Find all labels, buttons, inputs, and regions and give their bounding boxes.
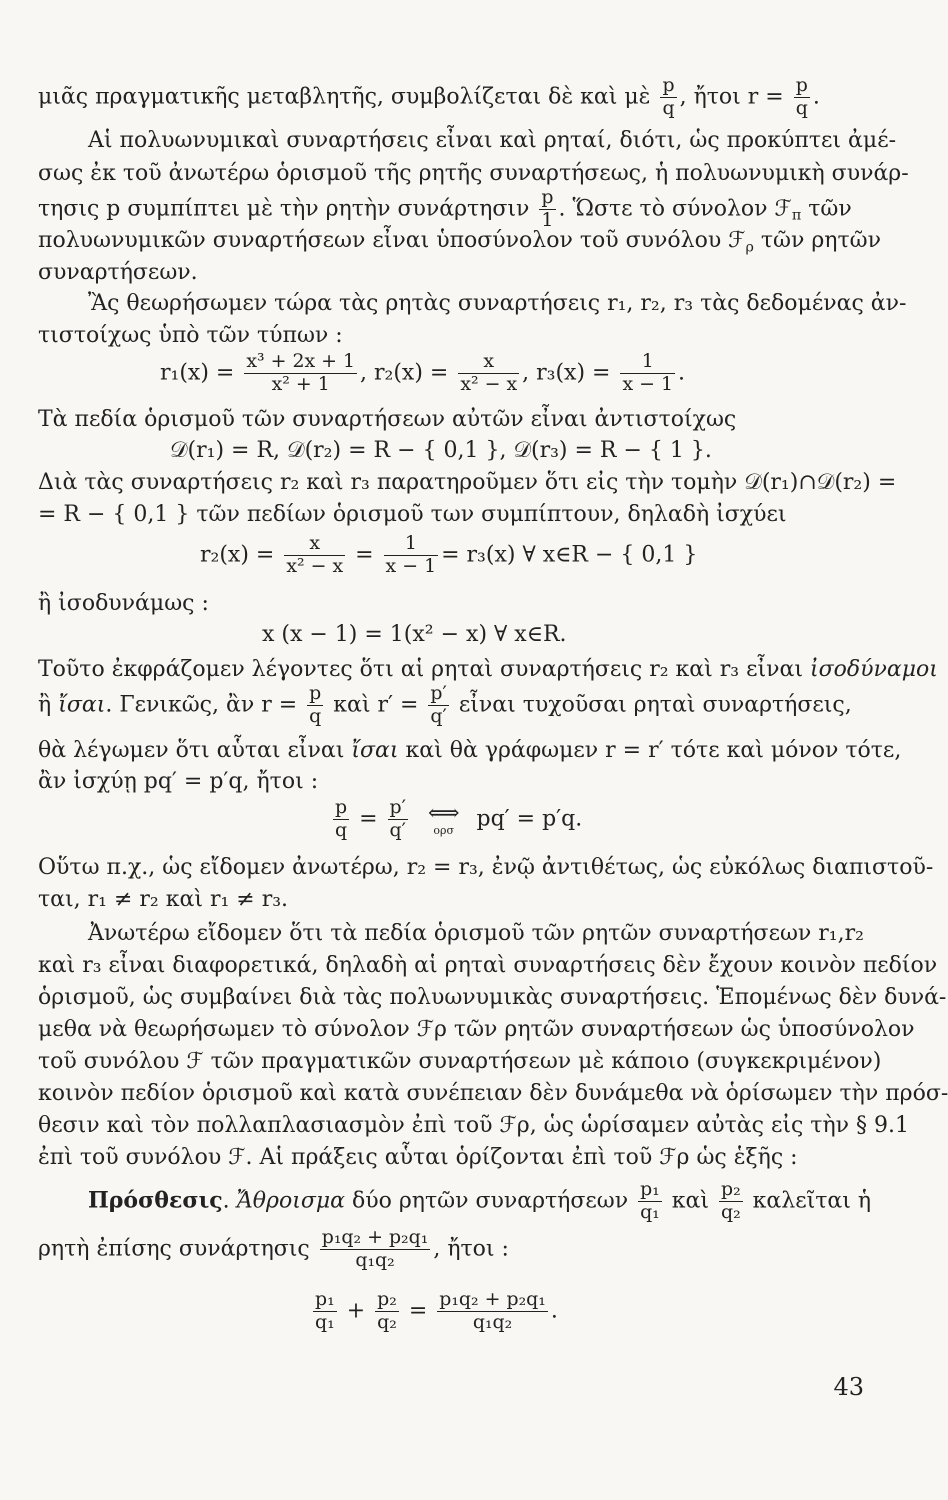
math-text: = (359, 806, 378, 832)
text-line-2: Αἱ πολυωνυμικαὶ συναρτήσεις εἶναι καὶ ρηταί, διότι, ὡς προκύπτει ἀμέ- (88, 128, 897, 153)
text: ρητὴ ἐπίσης συνάρτησις (38, 1236, 310, 1262)
fraction (388, 798, 408, 841)
fraction (375, 1290, 399, 1333)
text-line-14 (38, 684, 852, 727)
text-line-10: Διὰ τὰς συναρτήσεις r₂ καὶ r₃ παρατηροῦμεν ὅτι εἰς τὴν τομὴν 𝒟(r₁)∩𝒟(r₂) = (38, 470, 897, 495)
numerator: p (309, 682, 322, 704)
math-text: . (678, 360, 686, 386)
math-text: + (346, 1298, 366, 1324)
text-line-16: ἂν ἰσχύῃ pq′ = p′q, ἤτοι : (38, 769, 319, 794)
text-line-27 (88, 1180, 871, 1223)
fraction (638, 1180, 662, 1223)
text-line-11: = R − { 0,1 } τῶν πεδίων ὁρισμοῦ των συμπίπτουν, δηλαδὴ ἰσχύει (38, 502, 787, 527)
denominator: x² − x (460, 372, 518, 395)
denominator: q₁ (640, 1200, 660, 1223)
fraction (307, 684, 323, 727)
fraction (660, 76, 676, 119)
numerator: x³ + 2x + 1 (246, 350, 356, 372)
subscript: ρ (745, 239, 754, 256)
fraction (284, 534, 345, 577)
text-line-23: τοῦ συνόλου ℱ τῶν πραγματικῶν συναρτήσεων μὲ κάποιο (συγκεκριμένον) (38, 1049, 882, 1074)
arrow-label: ορσ (433, 823, 455, 837)
text-line-13 (38, 659, 938, 681)
fraction (458, 352, 519, 395)
denominator: q (662, 96, 675, 119)
fraction (539, 188, 555, 231)
math-text: . (550, 1298, 558, 1324)
numerator: p₁q₂ + p₂q₁ (321, 1226, 429, 1248)
text-line-1 (38, 76, 820, 119)
denominator: q₁ (315, 1310, 335, 1333)
text-line-24: κοινὸν πεδίον ὁρισμοῦ καὶ κατὰ συνέπειαν δὲν δυνάμεθα νὰ ὁρίσωμεν τὴν πρόσ- (38, 1081, 948, 1106)
denominator: q₁q₂ (355, 1248, 395, 1271)
numerator: p₂ (721, 1178, 741, 1200)
emphasis-text: ἴσαι (351, 738, 399, 763)
numerator: 1 (384, 534, 439, 556)
denominator: x − 1 (385, 554, 437, 577)
text-line-9: Τὰ πεδία ὁρισμοῦ τῶν συναρτήσεων αὐτῶν εἶναι ἀντιστοίχως (38, 407, 737, 432)
text: δύο ρητῶν συναρτήσεων (345, 1188, 629, 1214)
text-line-21: ὁρισμοῦ, ὡς συμβαίνει διὰ τὰς πολυωνυμικὰς συναρτήσεις. Ἑπομένως δὲν δυνά- (38, 985, 947, 1010)
denominator: 1 (541, 208, 554, 231)
fraction (320, 1228, 431, 1271)
denominator: x − 1 (622, 372, 674, 395)
equation-1 (160, 352, 685, 395)
text: . Γενικῶς, ἂν r = (105, 692, 298, 718)
text: καὶ (671, 1188, 709, 1214)
text: πολυωνυμικῶν συναρτήσεων εἶναι ὑποσύνολον τοῦ συνόλου ℱ (38, 228, 746, 253)
numerator: p₁ (640, 1178, 660, 1200)
text: καλεῖται ἡ (745, 1188, 872, 1214)
denominator: q (335, 818, 348, 841)
equation-2: 𝒟(r₁) = R, 𝒟(r₂) = R − { 0,1 }, 𝒟(r₃) = R − { 1 }. (170, 438, 712, 463)
denominator: x² − x (286, 554, 344, 577)
text-line-5 (38, 230, 881, 255)
text: καὶ r′ = (326, 692, 419, 718)
numerator: p (662, 74, 675, 96)
denominator: q₂ (377, 1310, 397, 1333)
numerator: p (541, 186, 554, 208)
text-line-15 (38, 740, 901, 762)
fraction (437, 1290, 548, 1333)
text: , ἤτοι r = (679, 84, 784, 110)
text-line-22: μεθα νὰ θεωρήσωμεν τὸ σύνολον ℱρ τῶν ρητῶν συναρτήσεων ὡς ὑποσύνολον (38, 1017, 915, 1042)
math-text: = (408, 1298, 428, 1324)
numerator: p′ (389, 796, 406, 818)
text-line-3: σως ἐκ τοῦ ἀνωτέρω ὁρισμοῦ τῆς ρητῆς συναρτήσεως, ἡ πολυωνυμικὴ συνάρ- (38, 161, 909, 186)
text: θὰ λέγωμεν ὅτι αὗται εἶναι (38, 738, 352, 763)
arrow-glyph: ⟺ (427, 800, 460, 826)
text: . (222, 1188, 237, 1214)
text-line-25: θεσιν καὶ τὸν πολλαπλασιασμὸν ἐπὶ τοῦ ℱρ, ὡς ὡρίσαμεν αὐτὰς εἰς τὴν § 9.1 (38, 1113, 909, 1138)
math-text: r₂(x) = (200, 542, 275, 568)
numerator: x (458, 352, 519, 374)
text: καὶ θὰ γράφωμεν r = r′ τότε καὶ μόνον τότε, (398, 738, 902, 763)
math-text: = r₃(x) ∀ x∈R − { 0,1 } (441, 542, 698, 568)
math-text: , r₂(x) = (360, 360, 449, 386)
numerator: p′ (430, 682, 447, 704)
text-line-18: ται, r₁ ≠ r₂ καὶ r₁ ≠ r₃. (38, 887, 289, 912)
fraction (794, 76, 810, 119)
text-line-6: συναρτήσεων. (38, 260, 198, 285)
denominator: x² + 1 (271, 372, 330, 395)
text-line-4 (38, 188, 852, 231)
equivalence-arrow (427, 800, 460, 837)
emphasis-text: ἰσοδύναμοι (809, 657, 938, 682)
numerator: p (795, 74, 808, 96)
text: εἶναι τυχοῦσαι ρηταὶ συναρτήσεις, (451, 692, 852, 718)
text-line-20: καὶ r₃ εἶναι διαφορετικά, δηλαδὴ αἱ ρηταὶ συναρτήσεις δὲν ἔχουν κοινὸν πεδίον (38, 953, 938, 978)
subscript: π (791, 207, 802, 224)
numerator: p₁q₂ + p₂q₁ (439, 1288, 546, 1310)
denominator: q (795, 96, 808, 119)
fraction (384, 534, 439, 577)
emphasis-text: ἴσαι (58, 692, 106, 718)
denominator: q₂ (721, 1200, 741, 1223)
equation-5 (330, 798, 582, 841)
denominator: q₁q₂ (472, 1310, 513, 1333)
text: τῶν (801, 196, 852, 222)
numerator: x (284, 534, 345, 556)
text: τῶν ρητῶν (753, 228, 881, 253)
math-text: pq′ = p′q. (476, 806, 583, 832)
numerator: p (335, 796, 348, 818)
text-line-26: ἐπὶ τοῦ συνόλου ℱ. Αἱ πράξεις αὗται ὁρίζονται ἐπὶ τοῦ ℱρ ὡς ἑξῆς : (38, 1145, 798, 1170)
fraction (719, 1180, 743, 1223)
math-text: r₁(x) = (160, 360, 235, 386)
fraction (313, 1290, 337, 1333)
numerator: p₁ (315, 1288, 335, 1310)
text-line-17: Οὕτω π.χ., ὡς εἴδομεν ἀνωτέρω, r₂ = r₃, ἐνῷ ἀντιθέτως, ὡς εὐκόλως διαπιστοῦ- (38, 855, 934, 880)
denominator: q′ (389, 818, 406, 841)
text: ἢ (38, 692, 59, 718)
fraction (333, 798, 349, 841)
denominator: q′ (430, 704, 447, 727)
text: τησις p συμπίπτει μὲ τὴν ρητὴν συνάρτησιν (38, 196, 530, 222)
fraction (428, 684, 448, 727)
equation-3 (200, 534, 697, 577)
numerator: 1 (620, 352, 675, 374)
text: , ἤτοι : (433, 1236, 509, 1262)
equation-6 (310, 1290, 558, 1333)
emphasis-text: Ἄθροισμα (236, 1188, 345, 1214)
page-number: 43 (833, 1373, 864, 1401)
text: Τοῦτο ἐκφράζομεν λέγοντες ὅτι αἱ ρηταὶ συναρτήσεις r₂ καὶ r₃ εἶναι (38, 657, 810, 682)
equation-4: x (x − 1) = 1(x² − x) ∀ x∈R. (262, 622, 567, 647)
denominator: q (309, 704, 322, 727)
text-line-19: Ἀνωτέρω εἴδομεν ὅτι τὰ πεδία ὁρισμοῦ τῶν ρητῶν συναρτήσεων r₁,r₂ (88, 921, 864, 946)
fraction (620, 352, 675, 395)
text-line-8: τιστοίχως ὑπὸ τῶν τύπων : (38, 323, 343, 348)
section-heading: Πρόσθεσις (88, 1187, 223, 1214)
fraction (244, 352, 357, 395)
text-line-7: Ἂς θεωρήσωμεν τώρα τὰς ρητὰς συναρτήσεις r₁, r₂, r₃ τὰς δεδομένας ἀν- (88, 291, 907, 316)
text-line-12: ἢ ἰσοδυνάμως : (38, 591, 209, 616)
text: μιᾶς πραγματικῆς μεταβλητῆς, συμβολίζεται δὲ καὶ μὲ (38, 84, 651, 110)
numerator: p₂ (377, 1288, 397, 1310)
text-line-28 (38, 1228, 509, 1271)
math-text: , r₃(x) = (522, 360, 611, 386)
text: . (812, 84, 820, 110)
text: . Ὥστε τὸ σύνολον ℱ (558, 196, 792, 222)
math-text: = (355, 542, 374, 568)
